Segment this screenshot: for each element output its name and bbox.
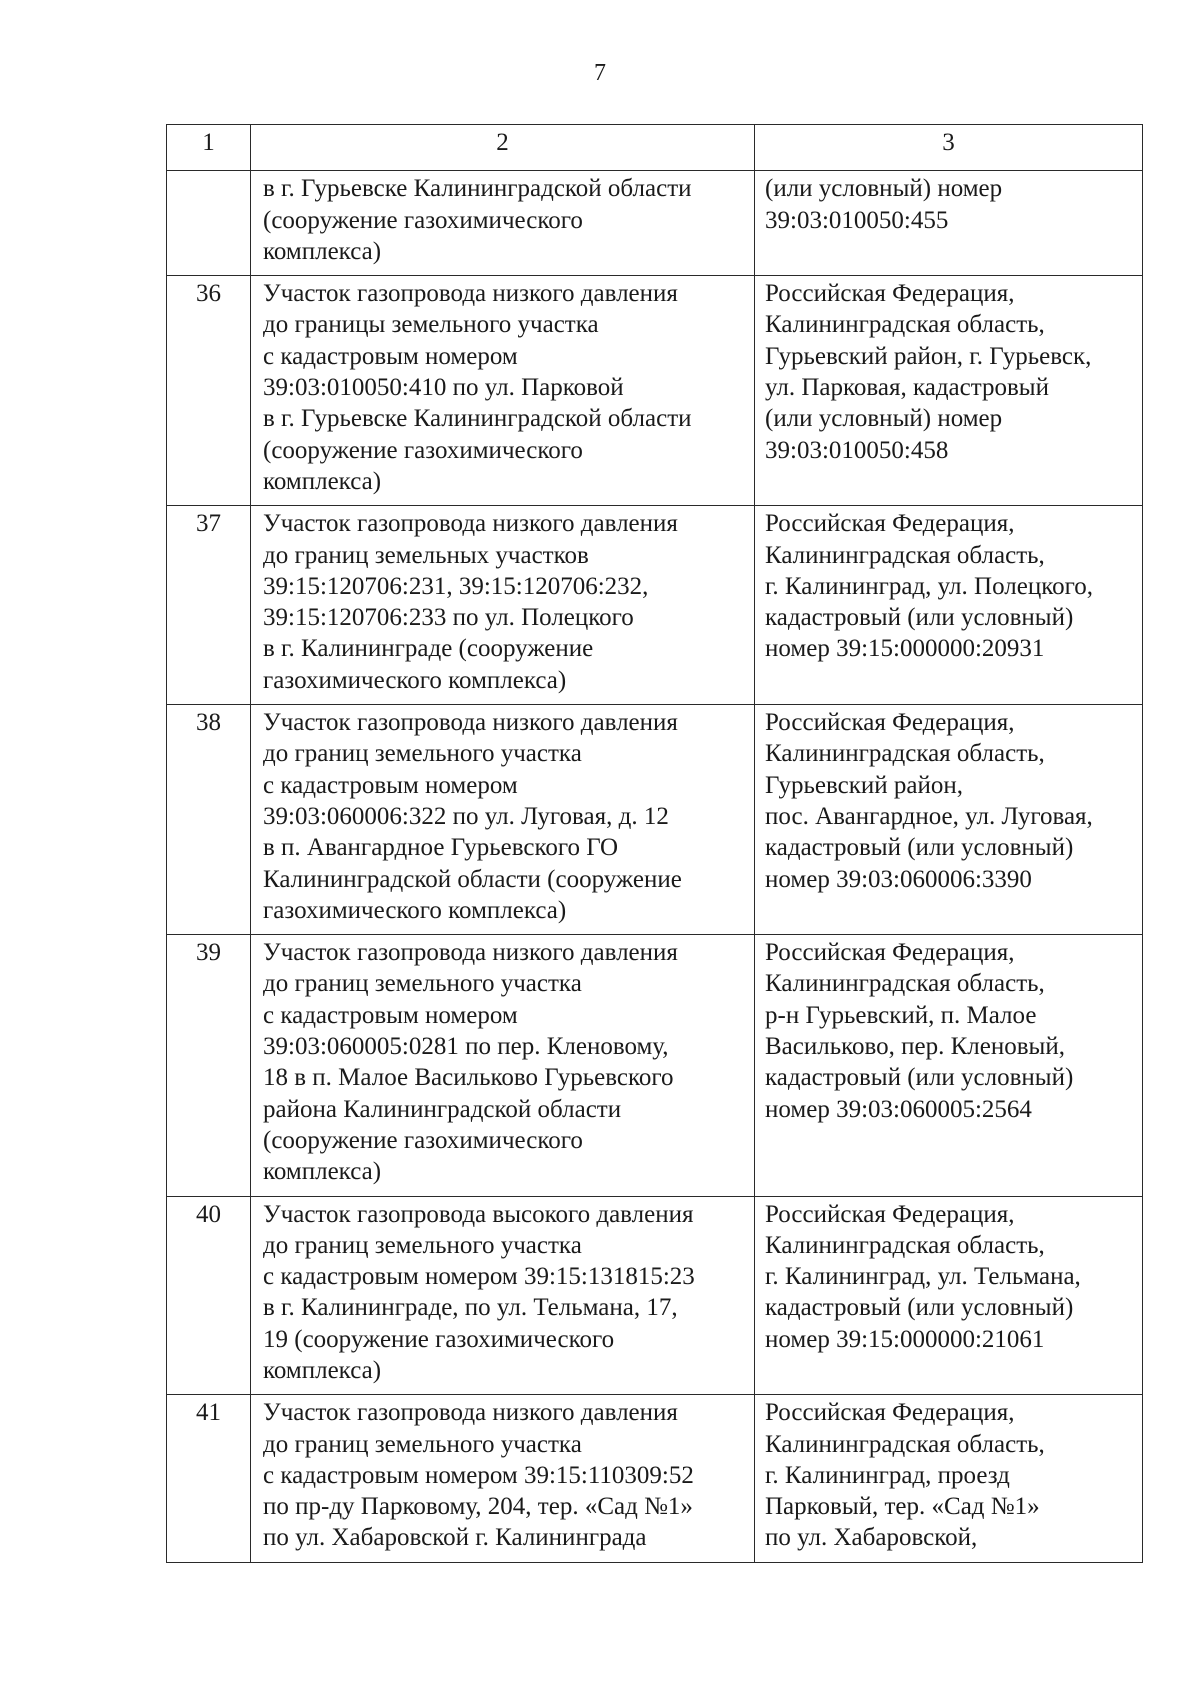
- cell-line: Васильково, пер. Кленовый,: [765, 1033, 1065, 1061]
- cell-line: 18 в п. Малое Васильково Гурьевского: [263, 1064, 674, 1092]
- object-description: [251, 276, 755, 506]
- object-address: [755, 506, 1143, 705]
- object-description: [251, 705, 755, 935]
- cell-line: кадастровый (или условный): [765, 834, 1074, 862]
- cell-line: до границ земельных участков: [263, 541, 589, 569]
- cell-line: в г. Гурьевске Калининградской области: [263, 405, 692, 433]
- cell-line: района Калининградской области: [263, 1095, 622, 1123]
- cell-line: 39:03:060005:0281 по пер. Кленовому,: [263, 1033, 669, 1061]
- table-row: [167, 1395, 1143, 1562]
- cell-line: газохимического комплекса): [263, 666, 567, 694]
- cell-line: (сооружение газохимического: [263, 206, 583, 234]
- cell-line: 39:03:010050:410 по ул. Парковой: [263, 374, 624, 402]
- row-number: 37: [167, 506, 251, 705]
- cell-line: с кадастровым номером: [263, 771, 518, 799]
- cell-line: (или условный) номер: [765, 175, 1003, 203]
- cell-line: с кадастровым номером 39:15:131815:23: [263, 1263, 695, 1291]
- cell-line: газохимического комплекса): [263, 896, 567, 924]
- cell-line: Калининградская область,: [765, 311, 1045, 339]
- cell-line: Калининградская область,: [765, 1231, 1045, 1259]
- cell-line: до границ земельного участка: [263, 740, 582, 768]
- cell-line: Участок газопровода низкого давления: [263, 1399, 678, 1427]
- object-address: [755, 1196, 1143, 1395]
- cell-line: комплекса): [263, 237, 382, 265]
- cell-line: номер 39:15:000000:21061: [765, 1325, 1045, 1353]
- cell-line: пос. Авангардное, ул. Луговая,: [765, 802, 1093, 830]
- table-row: [167, 276, 1143, 506]
- cell-line: кадастровый (или условный): [765, 1294, 1074, 1322]
- cell-line: г. Калининград, проезд: [765, 1461, 1010, 1489]
- cell-line: г. Калининград, ул. Полецкого,: [765, 572, 1093, 600]
- header-col-address: 3: [755, 125, 1143, 171]
- cell-line: комплекса): [263, 1356, 382, 1384]
- cell-line: комплекса): [263, 467, 382, 495]
- cell-line: кадастровый (или условный): [765, 1064, 1074, 1092]
- object-address: [755, 276, 1143, 506]
- row-number: 41: [167, 1395, 251, 1562]
- cell-line: 39:15:120706:231, 39:15:120706:232,: [263, 572, 649, 600]
- cell-line: по пр-ду Парковому, 204, тер. «Сад №1»: [263, 1493, 693, 1521]
- cell-line: Российская Федерация,: [765, 709, 1015, 737]
- header-row: [167, 125, 1143, 171]
- cell-line: в г. Калининграде (сооружение: [263, 635, 594, 663]
- register-table: [166, 124, 1143, 1563]
- cell-line: в г. Калининграде, по ул. Тельмана, 17,: [263, 1294, 678, 1322]
- cell-line: Российская Федерация,: [765, 280, 1015, 308]
- cell-line: Калининградской области (сооружение: [263, 865, 682, 893]
- object-address: [755, 171, 1143, 276]
- cell-line: г. Калининград, ул. Тельмана,: [765, 1263, 1081, 1291]
- cell-line: Участок газопровода низкого давления: [263, 510, 678, 538]
- cell-line: Российская Федерация,: [765, 510, 1015, 538]
- object-description: [251, 171, 755, 276]
- cell-line: комплекса): [263, 1158, 382, 1186]
- cell-line: Калининградская область,: [765, 541, 1045, 569]
- cell-line: Российская Федерация,: [765, 939, 1015, 967]
- cell-line: с кадастровым номером: [263, 342, 518, 370]
- cell-line: номер 39:03:060006:3390: [765, 865, 1032, 893]
- cell-line: по ул. Хабаровской г. Калининграда: [263, 1524, 647, 1552]
- object-description: [251, 935, 755, 1196]
- cell-line: 39:03:010050:458: [765, 436, 949, 464]
- header-col-number: 1: [167, 125, 251, 171]
- cell-line: номер 39:03:060005:2564: [765, 1095, 1032, 1123]
- table-row: [167, 171, 1143, 276]
- cell-line: Гурьевский район, г. Гурьевск,: [765, 342, 1092, 370]
- table-row: [167, 935, 1143, 1196]
- cell-line: 19 (сооружение газохимического: [263, 1325, 615, 1353]
- object-description: [251, 1395, 755, 1562]
- cell-line: Калининградская область,: [765, 740, 1045, 768]
- cell-line: Участок газопровода высокого давления: [263, 1200, 694, 1228]
- cell-line: ул. Парковая, кадастровый: [765, 374, 1049, 402]
- cell-line: Участок газопровода низкого давления: [263, 939, 678, 967]
- cell-line: (или условный) номер: [765, 405, 1003, 433]
- table-row: [167, 506, 1143, 705]
- row-number: [167, 171, 251, 276]
- object-description: [251, 1196, 755, 1395]
- row-number: 36: [167, 276, 251, 506]
- cell-line: р-н Гурьевский, п. Малое: [765, 1001, 1037, 1029]
- cell-line: с кадастровым номером: [263, 1001, 518, 1029]
- cell-line: Гурьевский район,: [765, 771, 964, 799]
- row-number: 39: [167, 935, 251, 1196]
- cell-line: Калининградская область,: [765, 970, 1045, 998]
- header-col-object: 2: [251, 125, 755, 171]
- cell-line: до границы земельного участка: [263, 311, 599, 339]
- cell-line: по ул. Хабаровской,: [765, 1524, 978, 1552]
- row-number: 40: [167, 1196, 251, 1395]
- cell-line: Калининградская область,: [765, 1430, 1045, 1458]
- cell-line: Российская Федерация,: [765, 1200, 1015, 1228]
- cell-line: (сооружение газохимического: [263, 1126, 583, 1154]
- object-description: [251, 506, 755, 705]
- cell-line: Российская Федерация,: [765, 1399, 1015, 1427]
- cell-line: 39:03:060006:322 по ул. Луговая, д. 12: [263, 802, 669, 830]
- cell-line: Участок газопровода низкого давления: [263, 709, 678, 737]
- cell-line: номер 39:15:000000:20931: [765, 635, 1045, 663]
- object-address: [755, 705, 1143, 935]
- cell-line: Парковый, тер. «Сад №1»: [765, 1493, 1040, 1521]
- row-number: 38: [167, 705, 251, 935]
- cell-line: с кадастровым номером 39:15:110309:52: [263, 1461, 694, 1489]
- table-body: [167, 125, 1143, 1563]
- cell-line: до границ земельного участка: [263, 1430, 582, 1458]
- table-row: [167, 705, 1143, 935]
- cell-line: до границ земельного участка: [263, 1231, 582, 1259]
- cell-line: Участок газопровода низкого давления: [263, 280, 678, 308]
- cell-line: до границ земельного участка: [263, 970, 582, 998]
- cell-line: кадастровый (или условный): [765, 604, 1074, 632]
- object-address: [755, 935, 1143, 1196]
- page-number: 7: [594, 60, 606, 86]
- cell-line: в г. Гурьевске Калининградской области: [263, 175, 692, 203]
- cell-line: (сооружение газохимического: [263, 436, 583, 464]
- cell-line: в п. Авангардное Гурьевского ГО: [263, 834, 619, 862]
- table-row: [167, 1196, 1143, 1395]
- cell-line: 39:03:010050:455: [765, 206, 949, 234]
- object-address: [755, 1395, 1143, 1562]
- cell-line: 39:15:120706:233 по ул. Полецкого: [263, 604, 634, 632]
